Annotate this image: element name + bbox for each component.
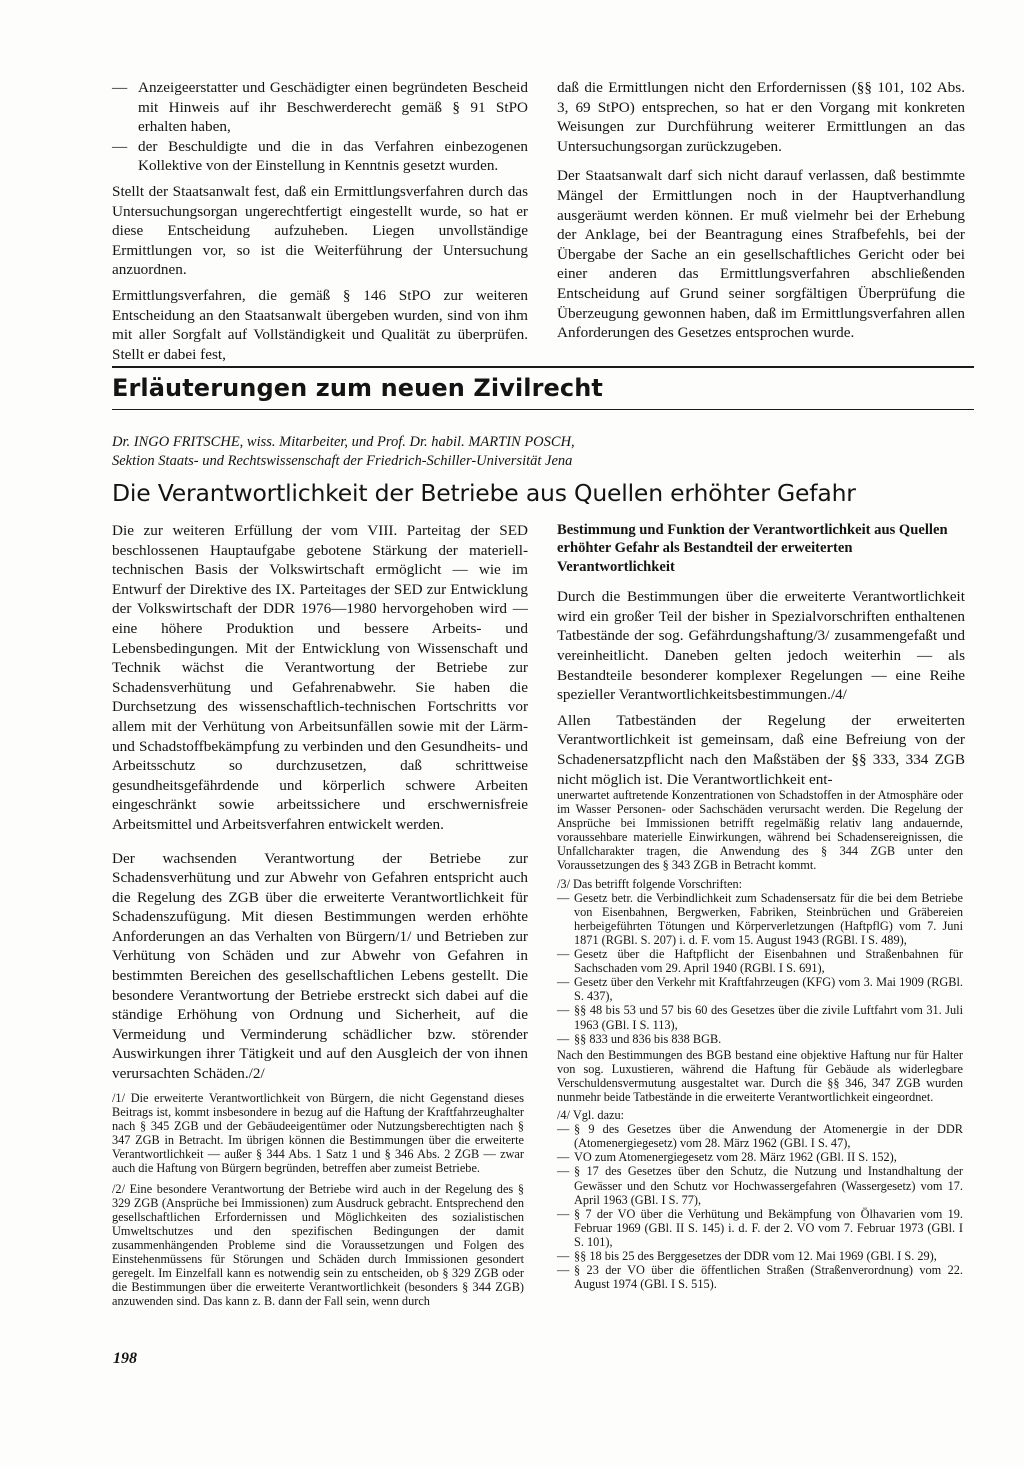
list-item: — §§ 833 und 836 bis 838 BGB. bbox=[557, 1031, 722, 1046]
footnote-1: /1/ Die erweiterte Verantwortlichkeit von Bürgern, die nicht Gegenstand dieses Beitrags ist, kommt insbesondere in bezug auf die Haftung der Kraftfahrzeughalter nach § 345 ZGB und der Gebäudeeigentümer oder Nutzungsberechtigten nach § 347 ZGB in Betracht. Im übrigen können die Bestimmungen über die erweiterte Verantwortlichkeit — außer § 344 Abs. 1 Satz 1 und § 346 Abs. 2 ZGB — zwar auch die Haftung von Bürgern begründen, betreffen aber zumeist Betriebe. bbox=[112, 1091, 524, 1176]
authors-affiliation: Sektion Staats- und Rechtswissenschaft der Friedrich-Schiller-Universität Jena bbox=[112, 453, 573, 469]
footnote-3-intro: /3/ Das betrifft folgende Vorschriften: bbox=[557, 876, 743, 891]
paragraph: Ermittlungsverfahren, die gemäß § 146 StPO zur weiteren Entscheidung an den Staatsanwalt übergeben wurden, sind von ihm mit aller Sorgfalt auf Vollständigkeit und Qualität zu überprüfen. Stellt er dabei fest, bbox=[112, 286, 528, 363]
paragraph: Allen Tatbeständen der Regelung der erweiterten Verantwortlichkeit ist gemeinsam, daß eine Befreiung von der Schadenersatzpflicht nach den Maßstäben der §§ 333, 334 ZGB nicht möglich ist. Die Verantwortlichkeit ent- bbox=[557, 711, 965, 788]
paragraph: Der Staatsanwalt darf sich nicht darauf verlassen, daß bestimmte Mängel der Ermittlungen noch in der Hauptverhandlung ausgeräumt werden können. Er muß vielmehr bei der Erhebung der Anklage, bei der Beantragung eines Strafbefehls, bei der Übergabe der Sache an ein gesellschaftliches Gericht oder bei einer anderen das Ermittlungsverfahren abschließenden Entscheidung auf Grund seiner sorgfältigen Überprüfung die Überzeugung gewonnen haben, daß im Ermittlungsverfahren allen Anforderungen des Gesetzes entsprochen wurde. bbox=[557, 167, 965, 342]
paragraph: Die zur weiteren Erfüllung der vom VIII. Parteitag der SED beschlossenen Hauptaufgabe gebotene Stärkung der materiell-technischen Basis der Volkswirtschaft ermöglicht — wie im Entwurf der Direktive des IX. Parteitages der SED zur Entwicklung der Volkswirtschaft der DDR 1976—1980 hervorgehoben wird — eine höhere Produktion und bessere Arbeits- und Lebensbedingungen. Mit der Entwicklung von Wissenschaft und Technik wächst die Verantwortung der Betriebe zur Schadensverhütung und Gefahrenabwehr. Sie haben die Durchsetzung des wissenschaftlich-technischen Fortschritts vor allem mit der Verhütung von Arbeitsunfällen sowie mit der Lärm- und Schadstoffbekämpfung zu verbinden und den Gesundheits- und Arbeitsschutz so durchzusetzen, daß schrittweise gesundheitsgefährdende und körperlich schwere Arbeiten eingeschränkt sowie arbeitssichere und erschwernisfreie Arbeitsmittel und Arbeitsverfahren entwickelt werden. bbox=[112, 522, 528, 833]
right-footnotes bbox=[557, 788, 963, 1291]
footnote-continuation: unerwartet auftretende Konzentrationen von Schadstoffen in der Atmosphäre oder im Wasser Personen- oder Sachschäden verursacht werden. Die Regelung der Ansprüche bei Immissionen betrifft regelmäßig relativ lang andauernde, voraussehbare materielle Einwirkungen, während bei Schadensereignissen, die Unfallcharakter tragen, die Anwendung des § 344 ZGB unter den Voraussetzungen des § 343 ZGB in Betracht kommt. bbox=[557, 788, 963, 873]
list-item: — § 9 des Gesetzes über die Anwendung der Atomenergie in der DDR (Atomenergiegesetz) vom 28. März 1962 (GBl. I S. 47), bbox=[557, 1122, 963, 1151]
list-item: — § 23 der VO über die öffentlichen Straßen (Straßenverordnung) vom 22. August 1974 (GBl. I S. 515). bbox=[557, 1263, 963, 1292]
article-title: Die Verantwortlichkeit der Betriebe aus Quellen erhöhter Gefahr bbox=[112, 479, 856, 507]
section-rule-top bbox=[112, 366, 974, 368]
paragraph: Der wachsenden Verantwortung der Betriebe zur Schadensverhütung und zur Abwehr von Gefahren entspricht auch die Regelung des ZGB über die erweiterte Verantwortlichkeit für Schadenszufügung. Mit diesen Bestimmungen werden erhöhte Anforderungen an das Verhalten von Bürgern/1/ und Betrieben zur Verhütung von Schäden und zur Abwehr von Gefahren in bestimmten Bereichen des gesellschaftlichen Lebens gestellt. Die besondere Verantwortung der Betriebe erstreckt sich dabei auf die ständige Erhöhung von Ordnung und Sicherheit, auf die Vermeidung und Verminderung schädlicher bzw. störender Auswirkungen ihrer Tätigkeit und auf den Ausgleich der von ihnen verursachten Schäden./2/ bbox=[112, 849, 528, 1083]
list-item: — Gesetz betr. die Verbindlichkeit zum Schadensersatz für die bei dem Betriebe von Eisenbahnen, Bergwerken, Fabriken, Steinbrüchen und Gräbereien herbeigeführten Tötungen und Körperverletzungen (HaftpflG) vom 7. Juni 1871 (RGBl. S. 207) i. d. F. vom 15. August 1943 (RGBl. I S. 489), bbox=[557, 890, 963, 947]
list-item: — Anzeigeerstatter und Geschädigter einen begründeten Bescheid mit Hinweis auf ihr Beschwerderecht gemäß § 91 StPO erhalten haben, bbox=[112, 79, 528, 136]
paragraph: daß die Ermittlungen nicht den Erfordernissen (§§ 101, 102 Abs. 3, 69 StPO) entsprechen, so hat er den Vorgang mit konkreten Weisungen zur Durchführung weiterer Ermittlungen an das Untersuchungsorgan zurückzugeben. bbox=[557, 79, 965, 155]
footnote-3-list bbox=[557, 891, 963, 1046]
author-line bbox=[112, 433, 972, 471]
left-column bbox=[112, 521, 528, 1084]
list-item: — VO zum Atomenergiegesetz vom 28. März 1962 (GBl. II S. 152), bbox=[557, 1150, 897, 1165]
subsection-heading: Bestimmung und Funktion der Verantwortlichkeit aus Quellen erhöhter Gefahr als Bestandteil der erweiterten Verantwortlichkeit bbox=[557, 522, 948, 575]
list-item: — §§ 18 bis 25 des Berggesetzes der DDR vom 12. Mai 1969 (GBl. I S. 29), bbox=[557, 1249, 937, 1263]
list-item: — § 7 der VO über die Verhütung und Bekämpfung von Ölhavarien vom 19. Februar 1969 (GBl. II S. 145) i. d. F. der 2. VO vom 7. Februar 1973 (GBl. I S. 101), bbox=[557, 1206, 963, 1249]
right-column bbox=[557, 521, 965, 789]
list-item: — §§ 48 bis 53 und 57 bis 60 des Gesetzes über die zivile Luftfahrt vom 31. Juli 1963 (GBl. I S. 113), bbox=[557, 1003, 963, 1032]
section-heading: Erläuterungen zum neuen Zivilrecht bbox=[112, 374, 604, 402]
authors-names: Dr. INGO FRITSCHE, wiss. Mitarbeiter, und Prof. Dr. habil. MARTIN POSCH, bbox=[112, 434, 575, 450]
list-item-text: Anzeigeerstatter und Geschädigter einen begründeten Bescheid mit Hinweis auf ihr Beschwerderecht gemäß § 91 StPO erhalten haben, bbox=[138, 79, 528, 136]
list-item-text: der Beschuldigte und die in das Verfahren einbezogenen Kollektive von der Einstellung in Kenntnis gesetzt wurden. bbox=[138, 137, 528, 175]
list-item: — der Beschuldigte und die in das Verfahren einbezogenen Kollektive von der Einstellung in Kenntnis gesetzt wurden. bbox=[112, 137, 528, 175]
paragraph: Stellt der Staatsanwalt fest, daß ein Ermittlungsverfahren durch das Untersuchungsorgan ungerechtfertigt eingestellt wurde, so hat er diese Entscheidung aufzuheben. Liegen unvollständige Ermittlungen vor, so ist die Weiterführung der Untersuchung anzuordnen. bbox=[112, 182, 528, 279]
footnote-3-after: Nach den Bestimmungen des BGB bestand eine objektive Haftung nur für Halter von sog. Luxustieren, während die Haftung für Gebäude als widerlegbare Verschuldensvermutung ausgestaltet war. Durch die §§ 346, 347 ZGB wurden nunmehr beide Tatbestände in die erweiterte Verantwortlichkeit eingeordnet. bbox=[557, 1047, 963, 1104]
page-number: 198 bbox=[113, 1350, 137, 1367]
paragraph: Durch die Bestimmungen über die erweiterte Verantwortlichkeit wird ein großer Teil der bisher in Spezialvorschriften enthaltenen Tatbestände der sog. Gefährdungshaftung/3/ zusammengefaßt und vereinheitlicht. Daneben gelten jedoch weiterhin — als Bestandteile besonderer komplexer Regelungen — eine Reihe spezieller Verantwortlichkeitsbestimmungen./4/ bbox=[557, 588, 965, 704]
footnote-2: /2/ Eine besondere Verantwortung der Betriebe wird auch in der Regelung des § 329 ZGB (Ansprüche bei Immissionen) zum Ausdruck gebracht. Entsprechend den gesellschaftlichen Erfordernissen und Möglichkeiten des sozialistischen Umweltschutzes und den spezifischen Bedingungen der damit zusammenhängenden Probleme sind die Voraussetzungen und Folgen des Einstehenmüssens für Störungen und Schäden durch Immissionen gesondert geregelt. Im Einzelfall kann es notwendig sein zu entscheiden, ob § 329 ZGB oder die Bestimmungen über die erweiterte Verantwortlichkeit (besonders § 344 ZGB) anzuwenden sind. Das kann z. B. dann der Fall sein, wenn durch bbox=[112, 1181, 524, 1309]
left-footnotes bbox=[112, 1091, 524, 1308]
top-right-column bbox=[557, 78, 965, 343]
top-left-column bbox=[112, 78, 528, 364]
list-item: — Gesetz über die Haftpflicht der Eisenbahnen und Straßenbahnen für Sachschaden vom 29. April 1940 (RGBl. I S. 691), bbox=[557, 947, 963, 976]
footnote-4-list bbox=[557, 1122, 963, 1291]
section-rule-bottom bbox=[112, 409, 974, 410]
list-item: — Gesetz über den Verkehr mit Kraftfahrzeugen (KFG) vom 3. Mai 1909 (RGBl. S. 437), bbox=[557, 975, 963, 1004]
list-item: — § 17 des Gesetzes über den Schutz, die Nutzung und Instandhaltung der Gewässer und den Schutz vor Hochwassergefahren (Wassergesetz) vom 17. April 1963 (GBl. I S. 77), bbox=[557, 1164, 963, 1207]
footnote-4-intro: /4/ Vgl. dazu: bbox=[557, 1108, 625, 1123]
